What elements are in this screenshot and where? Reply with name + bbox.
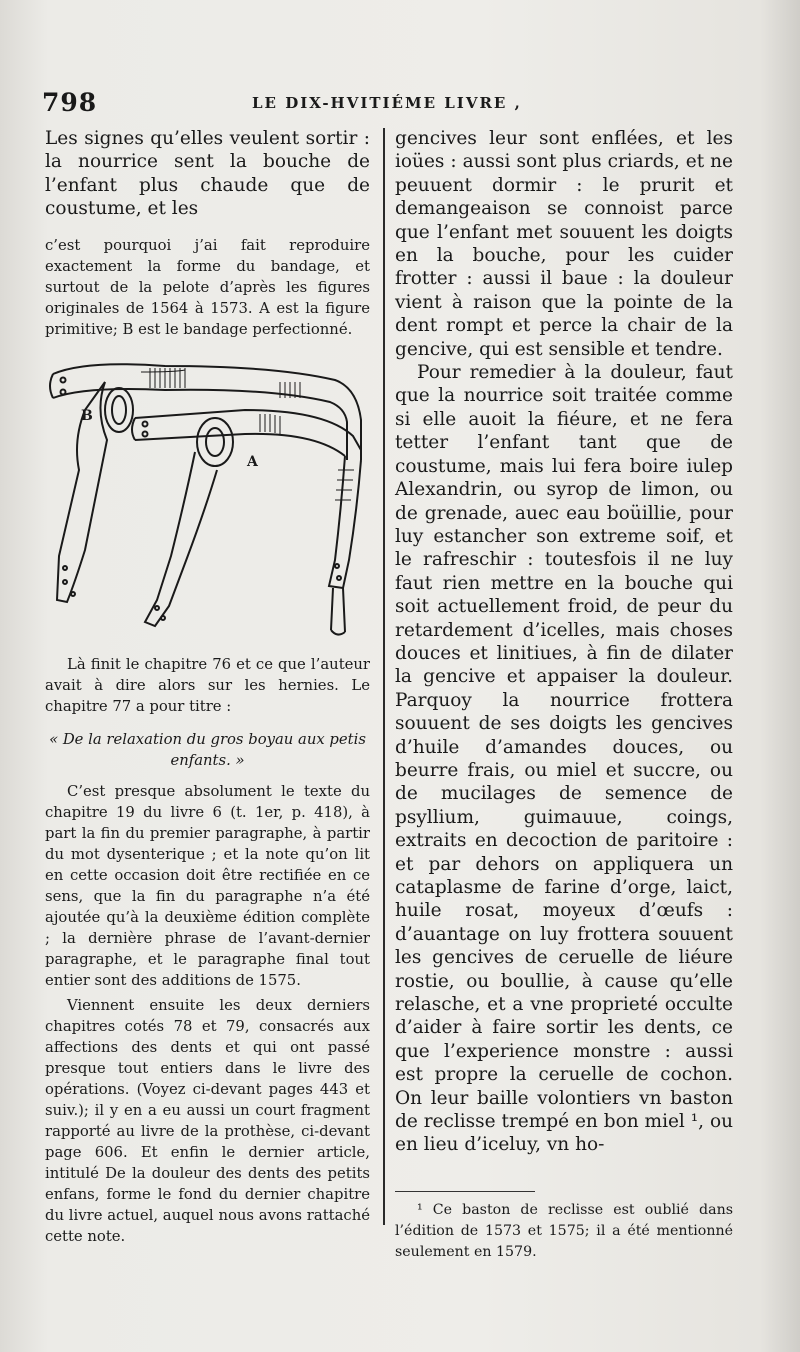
figure-note: c’est pourquoi j’ai fait reproduire exactement la forme du bandage, et surtout de la pelote d’après les figures originales de 1564 à 1573. A est la figure primitive; B est le bandage perfectionné. [45,236,370,338]
left-paragraph-2: C’est presque absolument le texte du chapitre 19 du livre 6 (t. 1er, p. 418), à part la fin du premier paragraphe, à partir du mot dysenterique ; et la note qu’on lit en cette occasion doit être rectifiée en ce sens, que la fin du paragraphe n’a été ajoutée qu’à la deuxième édition complète ; la dernière phrase de l’avant-dernier paragraphe, et le paragraphe final tout entier sont des additions de 1575. [45,782,370,989]
column-divider [383,128,385,1225]
right-paragraph-2: Pour remedier à la douleur, faut que la nourrice soit traitée comme si elle auoit la fiéure, et ne fera tetter l’enfant tant que de coustume, mais lui fera boire iulep Alexandrin, ou syrop de limon, ou de grenade, auec eau boüillie, pour luy estancher son extreme soif, et le rafreschir : toutesfois il ne luy faut rien mettre en la bouche qui soit actuellement froid, de peur du retardement d’icelles, mais choses douces et linitiues, à fin de dilater la gencive et appaiser la douleur. Parquoy la nourrice frottera souuent de ses doigts les gencives d’huile d’amandes douces, ou beurre frais, ou miel et succre, ou de mucilages de semence de psyllium, guimauue, coings, extraits en decoction de paritoire : et par dehors on appliquera un cataplasme de farine d’orge, laict, huile rosat, moyeux d’œufs : d’auantage on luy frottera souuent les gencives de ceruelle de liéure rostie, ou boullie, à cause qu’elle relasche, et a vne proprieté occulte d’aider à faire sortir les dents, ce que l’experience monstre : aussi est propre la ceruelle de cochon. On leur baille volontiers vn baston de reclisse trempé en bon miel ¹, ou en lieu d’iceluy, vn ho- [395,362,733,1156]
page-header [42,88,757,118]
running-head: LE DIX-HVITIÉME LIVRE , [252,94,522,112]
footnote: ¹ Ce baston de reclisse est oublié dans l’édition de 1573 et 1575; il a été mentionné seulement en 1579. [395,1201,733,1260]
left-column [45,127,370,1247]
right-paragraph-1: gencives leur sont enflées, et les ioües : aussi sont plus criards, et ne peuuent dormir : le prurit et demangeaison se connoist parce que l’enfant met souuent les doigts en la bouche, pour les cuider frotter : aussi il baue : la douleur vient à raison que la pointe de la dent rompt et perce la chair de la gencive, qui est sensible et tendre. [395,128,733,360]
truss-illustration [45,360,375,650]
figure-label-a: A [247,453,258,470]
page-number: 798 [42,88,98,117]
left-paragraph-3: Viennent ensuite les deux derniers chapitres cotés 78 et 79, consacrés aux affections des dents et qui ont passé presque tout entiers dans le livre des opérations. (Voyez ci-devant pages 443 et suiv.); il y en a eu aussi un court fragment rapporté au livre de la prothèse, ci-devant page 606. Et enfin le dernier article, intitulé De la douleur des dents des petits enfans, forme le fond du dernier chapitre du livre actuel, auquel nous avons rattaché cette note. [45,996,370,1245]
right-column [395,127,733,1263]
left-paragraph-1: Là finit le chapitre 76 et ce que l’auteur avait à dire alors sur les hernies. Le chapitre 77 a pour titre : [45,655,370,715]
footnote-rule [395,1191,535,1192]
figure-label-b: B [81,407,93,424]
left-intro-text: Les signes qu’elles veulent sortir : la nourrice sent la bouche de l’enfant plus chaude que de coustume, et les [45,128,370,220]
chapter-title-quote: « De la relaxation du gros boyau aux petis enfants. » [49,730,366,769]
truss-figure [45,360,375,650]
